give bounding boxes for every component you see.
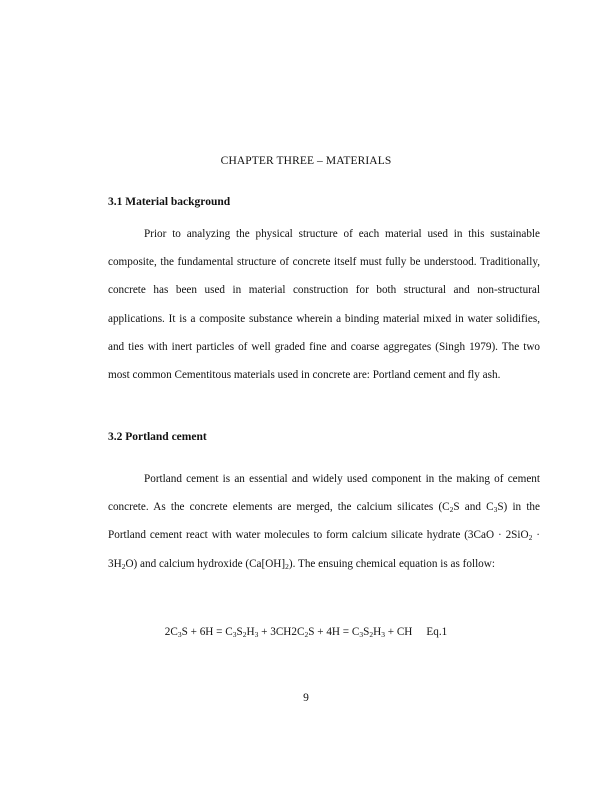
eq-term: + 3CH2C: [258, 626, 305, 638]
subscript: 2: [242, 630, 247, 639]
eq-term: S: [363, 626, 370, 638]
paragraph-text: ). The ensuing chemical equation is as follow:: [288, 557, 495, 570]
page-number: 9: [303, 692, 309, 704]
section-heading-portland-cement: 3.2 Portland cement: [108, 431, 207, 443]
paragraph-text: S and C: [453, 501, 494, 514]
subscript: 2: [449, 505, 454, 515]
paragraph-text: Prior to analyzing the physical structure of each material used in this sustainable composite, the fundamental structure of concrete itself must fully be understood. Traditionally, concrete has been used in material construction for both structural and non-structural applications. It is a composite substance wherein a binding material mixed in water solidifies, and ties with inert particles of well graded fine and coarse aggregates (Singh 1979). The two most common Cementitous materials used in concrete are: Portland cement and fly ash.: [108, 228, 540, 382]
paragraph-portland-cement: [108, 465, 540, 578]
subscript: 2: [369, 630, 374, 639]
subscript: 2: [528, 533, 533, 543]
paragraph-text: · 3H: [108, 529, 540, 570]
subscript: 2: [285, 561, 289, 571]
subscript: 3: [254, 630, 259, 639]
subscript: 3: [177, 630, 182, 639]
paragraph-text: S) in the Portland cement react with water molecules to form calcium silicate hydrate (3CaO · 2SiO: [108, 501, 540, 542]
subscript: 3: [381, 630, 385, 639]
eq-term: S + 6H = C: [181, 626, 233, 638]
eq-term: S: [236, 626, 243, 638]
eq-term: H: [373, 626, 382, 638]
eq-term: H: [246, 626, 255, 638]
subscript: 2: [304, 630, 309, 639]
eq-term: + CH: [384, 626, 413, 638]
eq-term: S + 4H = C: [308, 626, 360, 638]
subscript: 3: [493, 505, 498, 515]
chemical-equation: [0, 626, 612, 638]
paragraph-text: O) and calcium hydroxide (Ca[OH]: [125, 557, 286, 570]
paragraph-material-background: [108, 220, 540, 389]
eq-term: 2C: [164, 626, 178, 638]
paragraph-text: Portland cement is an essential and widely used component in the making of cement concrete. As the concrete elements are merged, the calcium silicates (C: [108, 473, 540, 514]
subscript: 2: [121, 561, 126, 571]
section-heading-material-background: 3.1 Material background: [108, 196, 231, 208]
chapter-title: CHAPTER THREE – MATERIALS: [220, 155, 392, 167]
subscript: 3: [359, 630, 364, 639]
equation-number: Eq.1: [426, 626, 448, 638]
subscript: 3: [232, 630, 237, 639]
